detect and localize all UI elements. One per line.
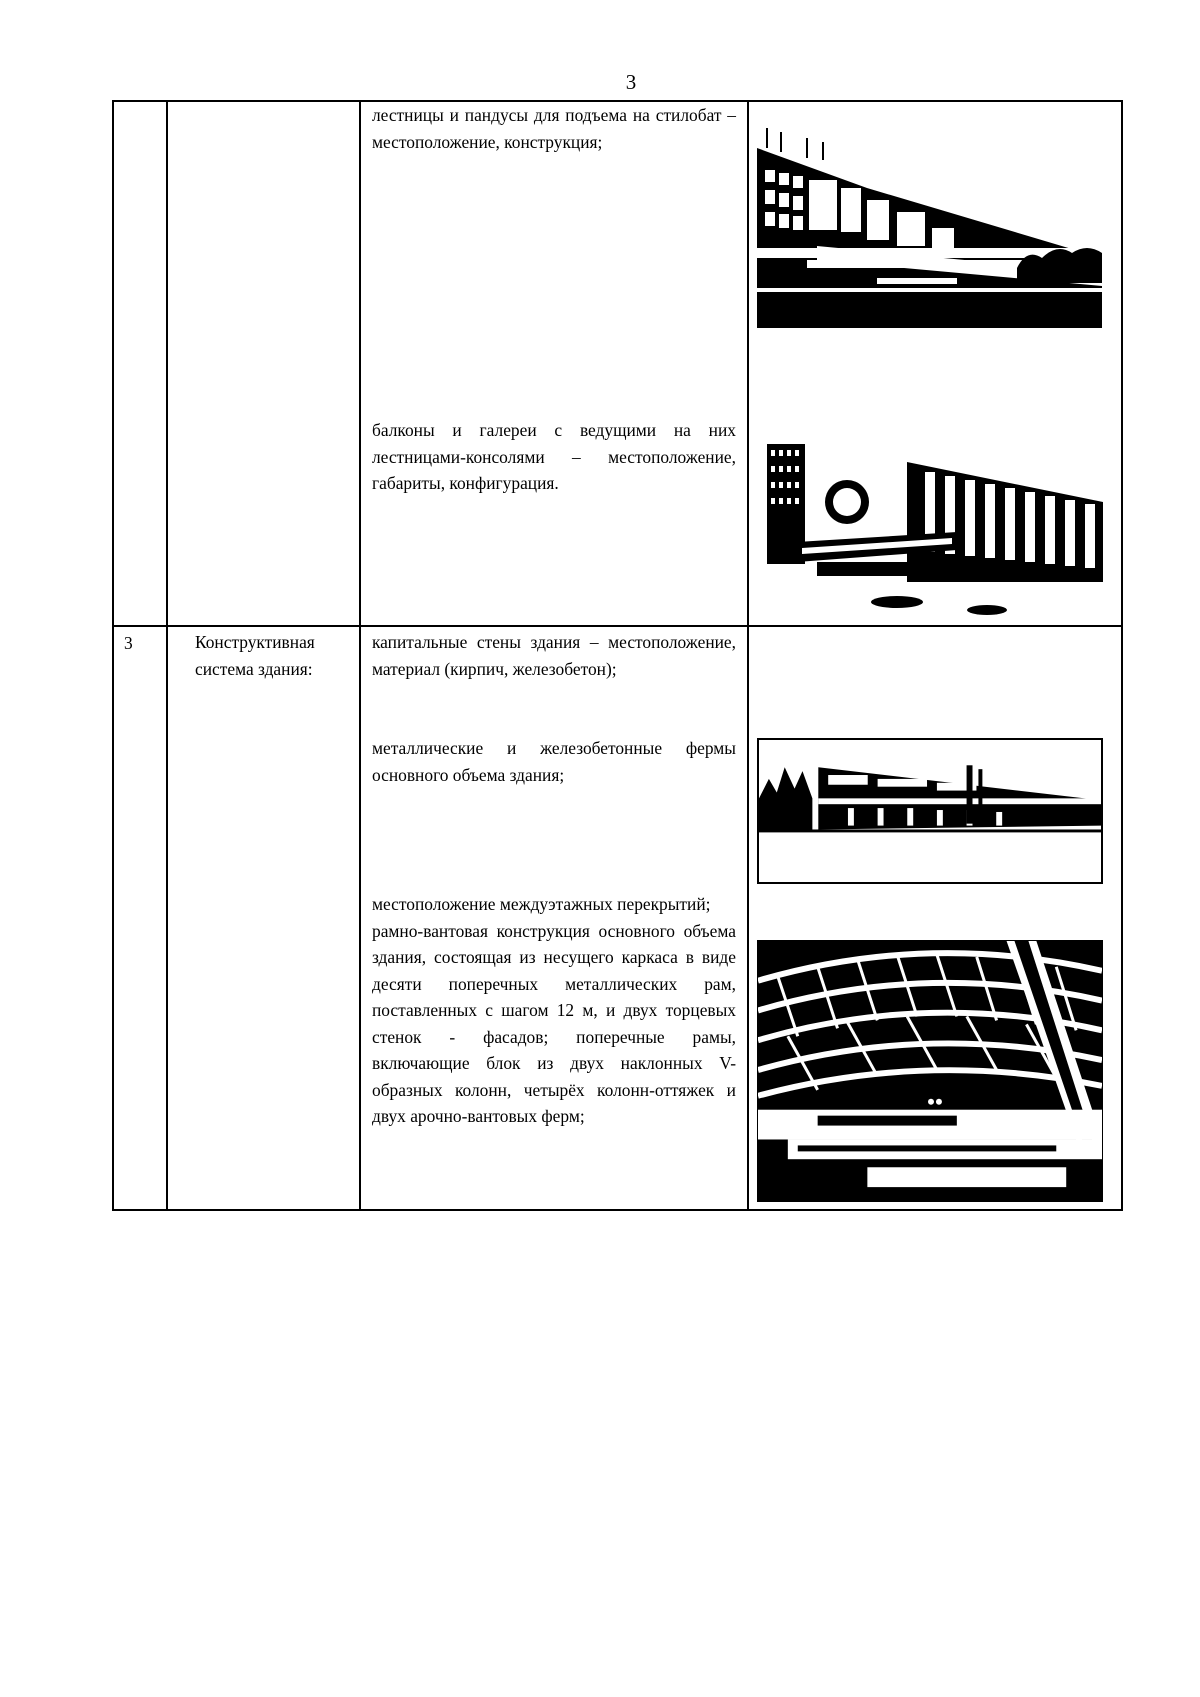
row2-description-trusses [372, 735, 736, 788]
row2-index: 3 [124, 633, 133, 653]
photo-balconies-galleries [757, 432, 1103, 620]
row1-item-stairs: лестницы и пандусы для подъема на стилобат – местоположение, конструкция; [372, 105, 736, 152]
table-border-bottom [112, 1209, 1123, 1211]
row2-item-floors: местоположение междуэтажных перекрытий; [372, 894, 711, 914]
row1-description [372, 102, 736, 155]
row2-item-trusses: металлические и железобетонные фермы основного объема здания; [372, 738, 736, 785]
row1-description-2 [372, 417, 736, 497]
row2-label [195, 629, 355, 682]
table-col-divider-1 [166, 100, 168, 1211]
page-number: 3 [625, 70, 637, 94]
table-row-divider [112, 625, 1123, 627]
photo-building-exterior [757, 738, 1103, 884]
row2-description-walls [372, 629, 736, 682]
row2-item-frame: рамно-вантовая конструкция основного объема здания, состоящая из несущего каркаса в виде десяти поперечных металлических рам, поставленных с шагом 12 м, и двух торцевых стенок - фасадов; поперечные рамы, включающие блок из двух наклонных V-образных колонн, четырёх колонн-оттяжек и двух арочно-вантовых ферм; [372, 920, 736, 1126]
table-col-divider-2 [359, 100, 361, 1211]
photo-stylobate-stairs [757, 128, 1102, 352]
row2-label-line1: Конструктивная [195, 632, 315, 652]
row2-description-floors [372, 891, 736, 1130]
row2-label-line2: система здания: [195, 658, 313, 679]
photo-roof-trusses [757, 940, 1103, 1202]
table-border-left [112, 100, 114, 1211]
table-border-right [1121, 100, 1123, 1211]
table-col-divider-3 [747, 100, 749, 1211]
row2-item-walls: капитальные стены здания – местоположение, материал (кирпич, железобетон); [372, 632, 736, 679]
row1-item-balconies: балконы и галереи с ведущими на них лестницами-консолями – местоположение, габариты, конфигурация. [372, 420, 736, 493]
